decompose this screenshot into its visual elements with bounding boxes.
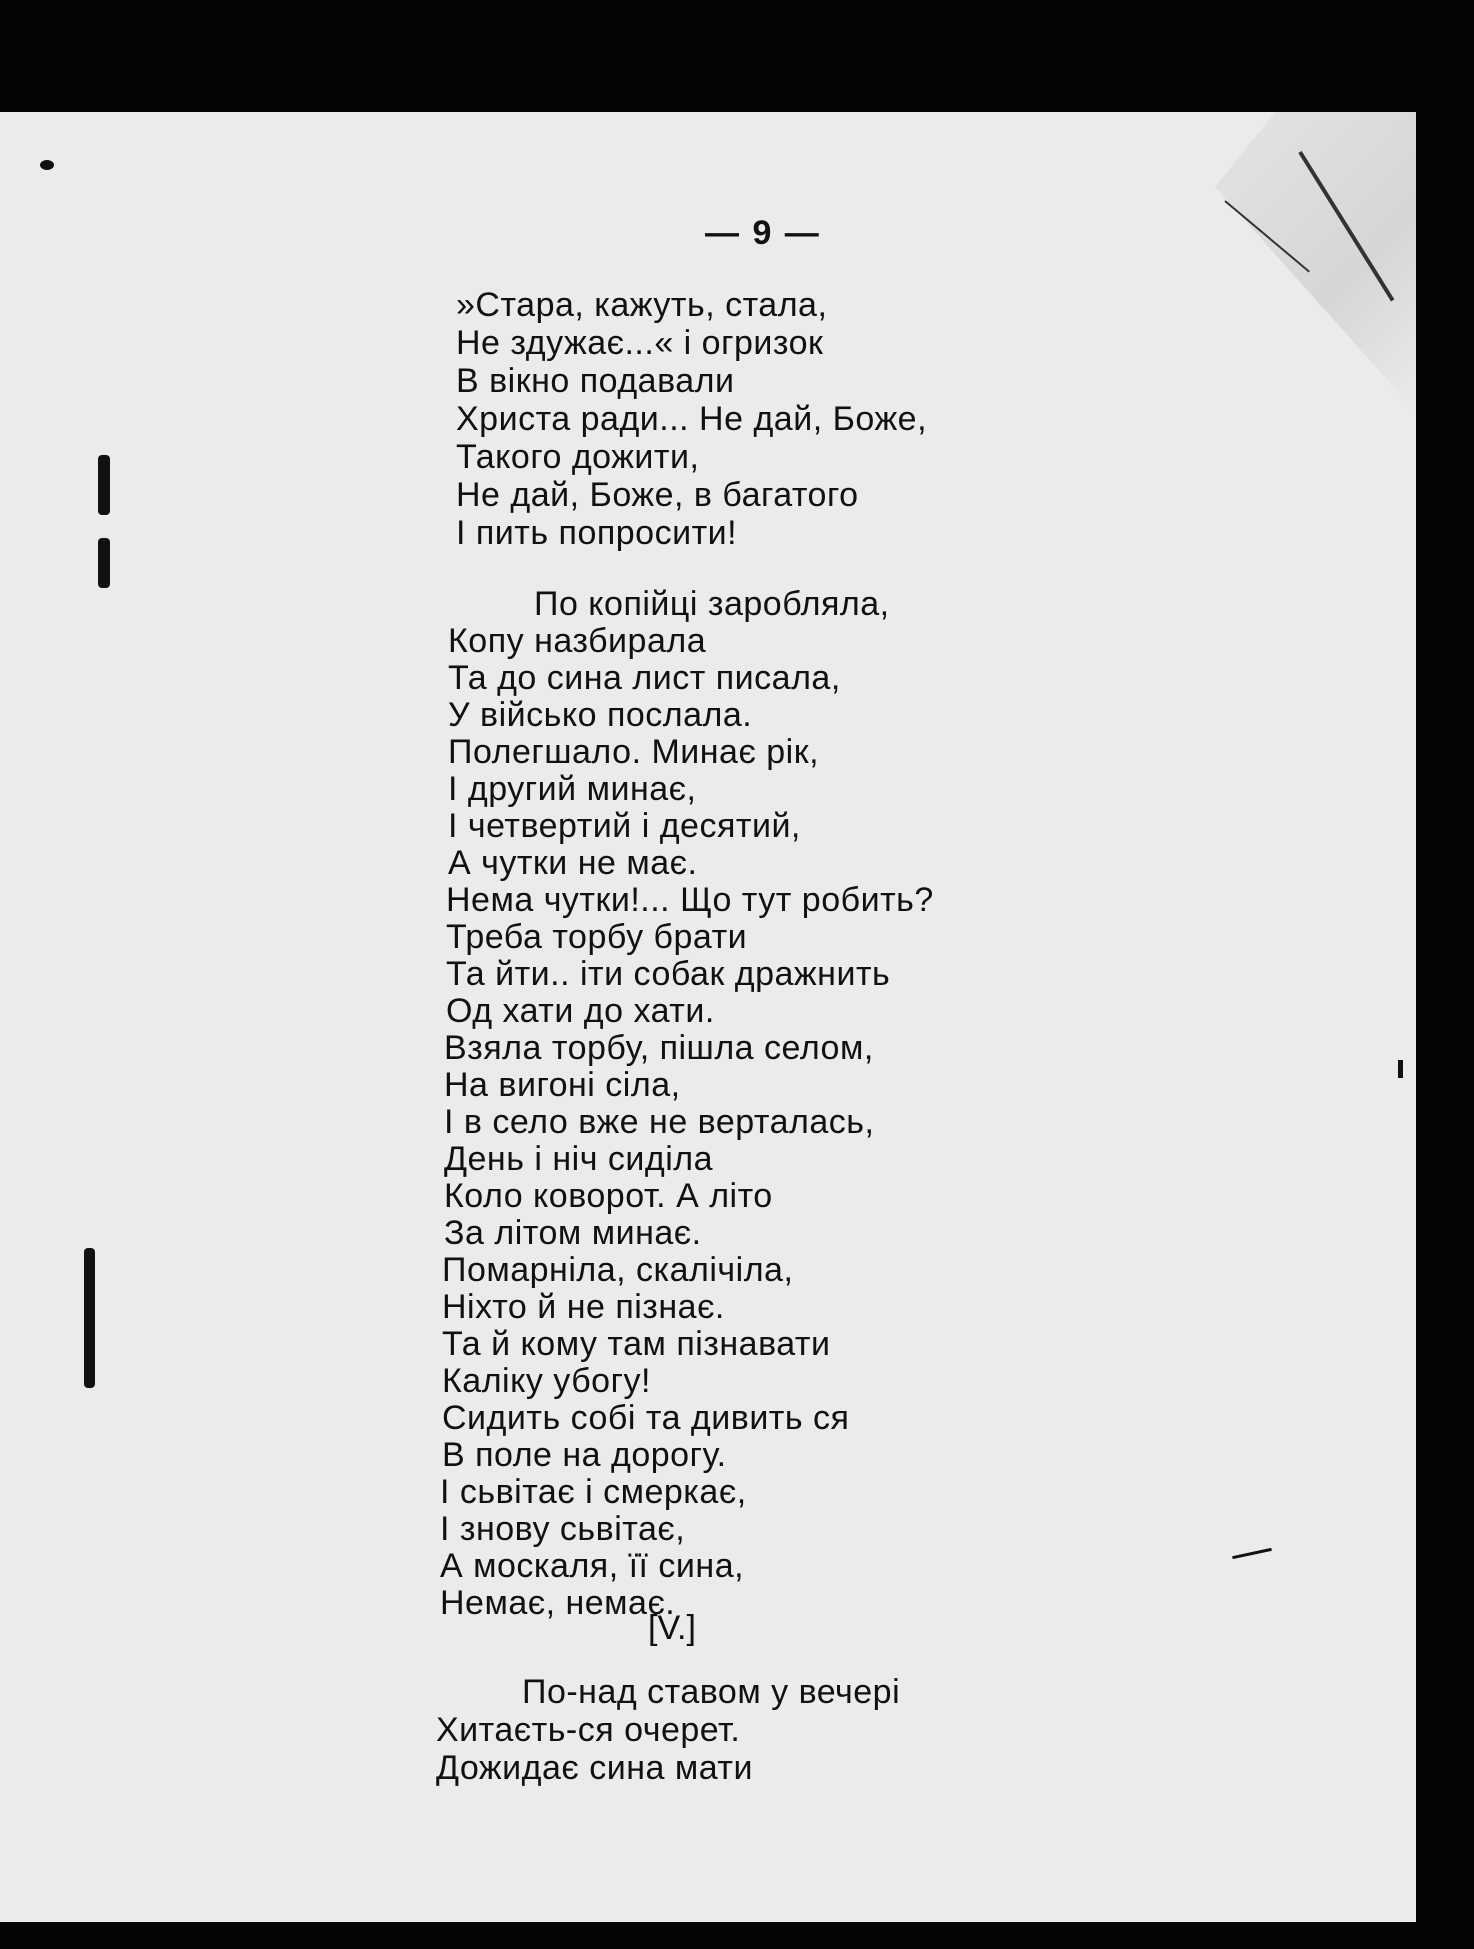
poem-line: За літом минає. (444, 1214, 702, 1252)
poem-line: А москаля, її сина, (440, 1547, 745, 1585)
poem-line: Христа ради... Не дай, Боже, (456, 400, 928, 438)
poem-line: Од хати до хати. (446, 992, 715, 1030)
poem-line: День і ніч сиділа (444, 1140, 713, 1178)
poem-line: Помарніла, скалічіла, (442, 1251, 794, 1289)
poem-line: Не здужає...« і огризок (456, 324, 824, 362)
poem-line: Та до сина лист писала, (448, 659, 841, 697)
poem-line: І другий минає, (448, 770, 697, 808)
poem-line: Копу назбирала (448, 622, 707, 660)
poem-line: Та йти.. іти собак дражнить (446, 955, 891, 993)
page-number: — 9 — (705, 214, 821, 252)
poem-line: Немає, немає. (440, 1584, 676, 1622)
poem-line: Треба торбу брати (446, 918, 748, 956)
poem-line: »Стара, кажуть, стала, (456, 286, 828, 324)
poem-line: І в село вже не верталась, (444, 1103, 875, 1141)
poem-line: В вікно подавали (456, 362, 735, 400)
poem-line: В поле на дорогу. (442, 1436, 727, 1474)
poem-line: Коло коворот. А літо (444, 1177, 773, 1215)
poem-line: На вигоні сіла, (444, 1066, 681, 1104)
poem-line: І сьвітає і смеркає, (440, 1473, 747, 1511)
poem-line: Ніхто й не пізнає. (442, 1288, 725, 1326)
poem-line: Хитаєть-ся очерет. (436, 1711, 741, 1749)
poem-line: Полегшало. Минає рік, (448, 733, 820, 771)
poem-line: По-над ставом у вечері (522, 1673, 901, 1711)
poem-line: Не дай, Боже, в багатого (456, 476, 859, 514)
poem-line: А чутки не має. (448, 844, 698, 882)
poem-line: Такого дожити, (456, 438, 700, 476)
poem-line: І четвертий і десятий, (448, 807, 801, 845)
poem-line: Каліку убогу! (442, 1362, 651, 1400)
section-heading: [V.] (648, 1609, 696, 1647)
poem-line: Взяла торбу, пішла селом, (444, 1029, 874, 1067)
poem-line: Та й кому там пізнавати (442, 1325, 831, 1363)
poem-line: І знову сьвітає, (440, 1510, 686, 1548)
poem-line: Дожидає сина мати (436, 1749, 753, 1787)
poem-line: У військо послала. (448, 696, 753, 734)
poem-line: Сидить собі та дивить ся (442, 1399, 850, 1437)
poem-line: І пить попросити! (456, 514, 738, 552)
poem-line: Нема чутки!... Що тут робить? (446, 881, 934, 919)
poem-line: По копійці заробляла, (534, 585, 890, 623)
